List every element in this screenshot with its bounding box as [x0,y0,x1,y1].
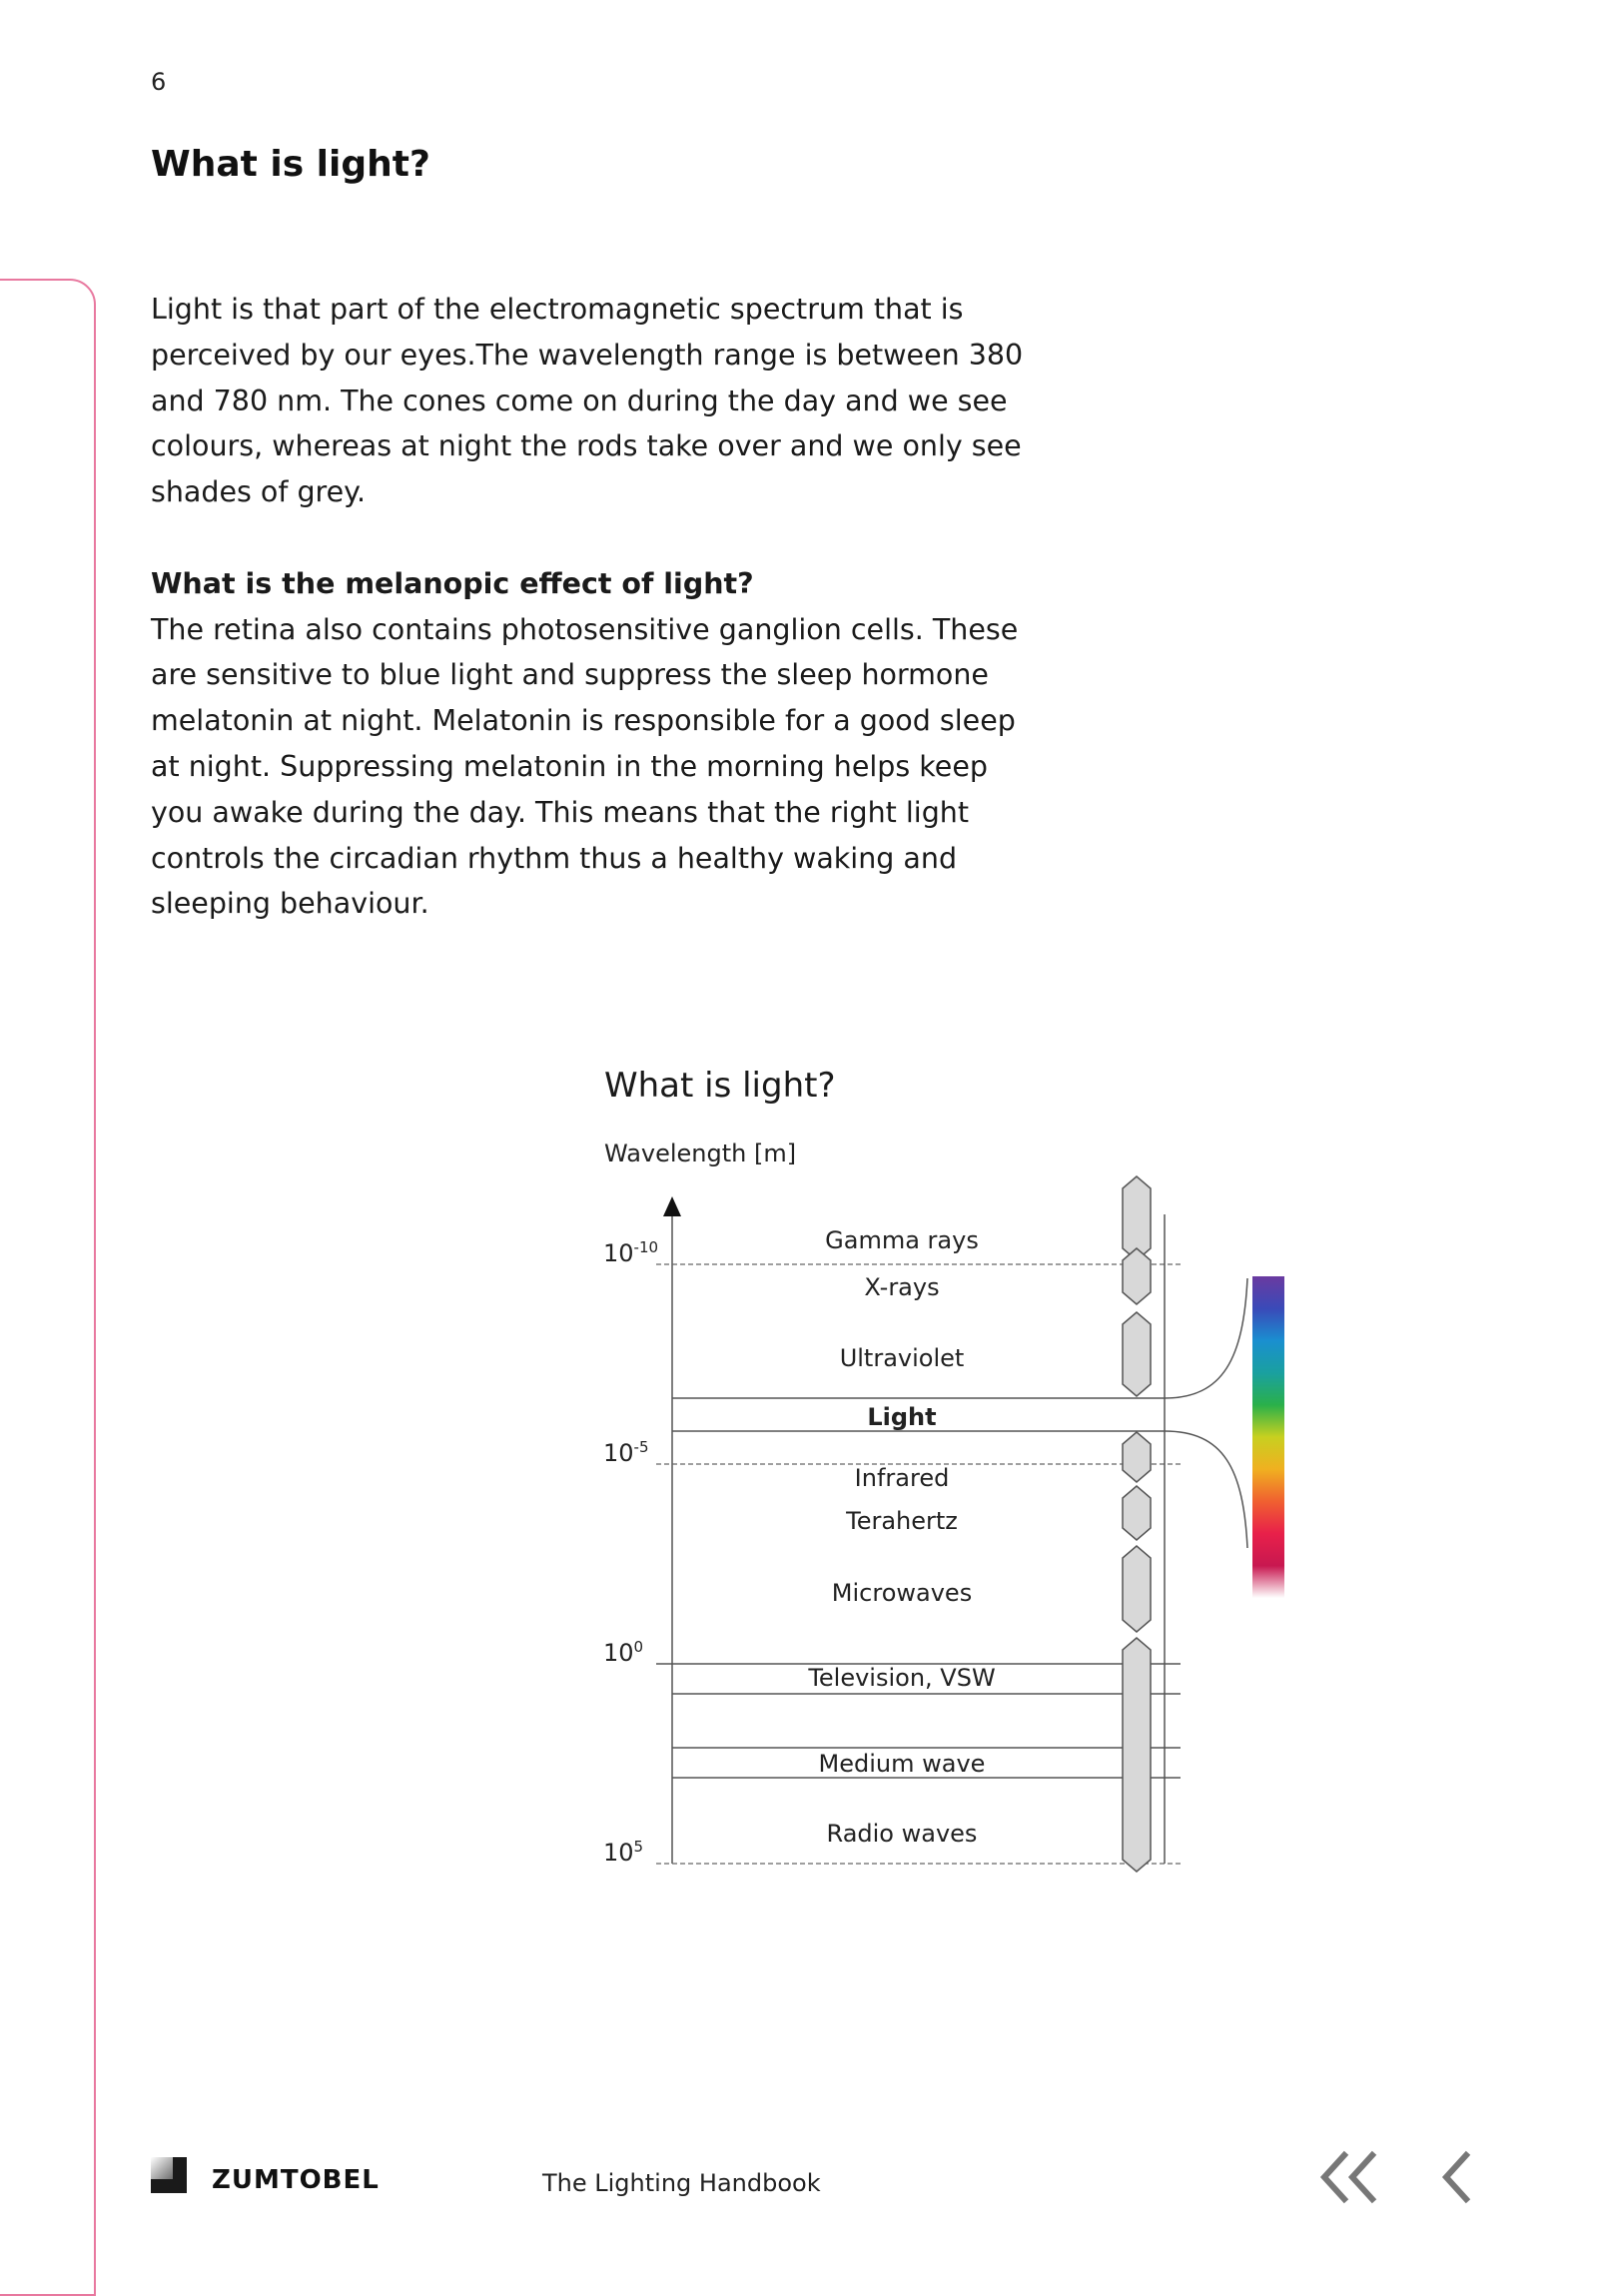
capsule-terahertz [1123,1486,1151,1540]
capsule-infrared [1123,1432,1151,1482]
band-label-television: Television, VSW [808,1664,996,1692]
band-label-xray: X-rays [864,1273,940,1301]
double-chevron-left-icon [1324,2155,1372,2199]
capsule-xray [1123,1248,1151,1304]
footer-brand: ZUMTOBEL [212,2165,380,2195]
band-label-medium-wave: Medium wave [818,1750,986,1778]
intro-paragraph: Light is that part of the electromagnetic spectrum that is perceived by our eyes.The wavelength range is between 380 and 780 nm. The cones come on during the day and we see colours, whereas at night the rods take over and we only see shades of grey. [151,293,1024,509]
visible-spectrum-bar [1252,1276,1284,1598]
tick-label-1e5: $10^5$ [603,1838,644,1867]
melanopic-subheading: What is the melanopic effect of light? [151,566,754,600]
capsule-radio [1123,1638,1151,1872]
diagram-axis-label: Wavelength [m] [604,1140,797,1167]
page-number: 6 [151,68,167,96]
zumtobel-logo-icon [151,2157,187,2193]
capsule-microwave [1123,1546,1151,1632]
footer-caption: The Lighting Handbook [542,2169,821,2197]
band-label-radio: Radio waves [826,1820,978,1848]
capsule-uv [1123,1312,1151,1396]
axis-arrow-icon [663,1196,681,1216]
band-labels [807,1226,995,1848]
tick-label-1e0: $10^0$ [603,1638,644,1667]
range-capsules [1123,1176,1151,1872]
first-page-button[interactable] [1314,2147,1384,2207]
band-label-infrared: Infrared [854,1464,950,1492]
previous-page-button[interactable] [1426,2147,1496,2207]
band-label-gamma: Gamma rays [825,1226,979,1254]
band-label-light: Light [867,1403,937,1431]
page-title: What is light? [151,144,430,185]
flare-curve-top [1165,1278,1247,1398]
melanopic-paragraph: The retina also contains photosensitive ganglion cells. These are sensitive to blue light and suppress the sleep hormone melatonin at night. Melatonin is responsible for a good sleep at night. Suppressing melatonin in the morning helps keep you awake during the day. This means that the right light controls the circadian rhythm thus a healthy waking and sleeping behaviour. [151,612,1019,921]
band-label-ultraviolet: Ultraviolet [839,1344,965,1372]
tick-label-1e-5: $10^{-5}$ [603,1438,649,1467]
tick-label-1e-10: $10^{-10}$ [603,1238,659,1267]
diagram-title: What is light? [604,1066,836,1106]
chevron-left-icon [1446,2155,1466,2199]
flare-curve-bottom [1165,1431,1247,1548]
band-label-terahertz: Terahertz [846,1507,958,1535]
band-label-microwaves: Microwaves [831,1579,973,1607]
